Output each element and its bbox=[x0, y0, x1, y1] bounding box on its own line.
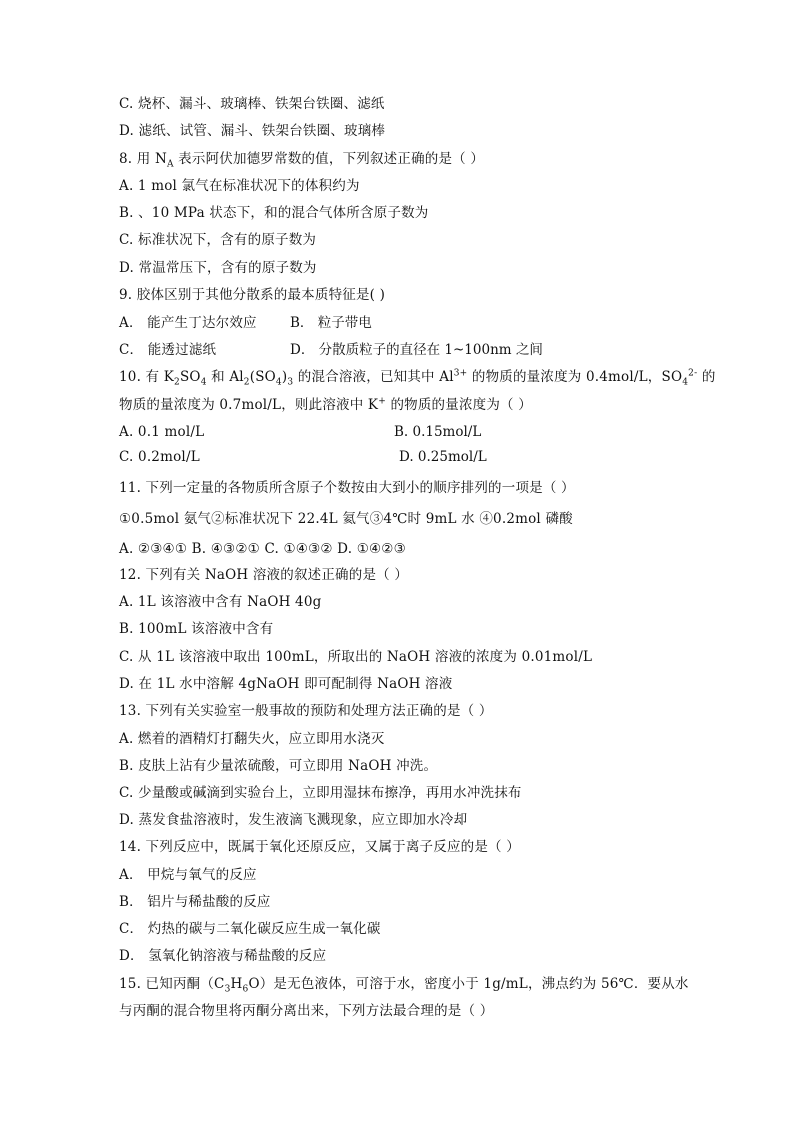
q15-stem-line1: 15. 已知丙酮$(C_3H_6O)$是无色液体，可溶于水，密度小于 1g/mL，沸点约为 56℃．要从水 bbox=[119, 976, 689, 995]
q8-option-c: C. 标准状况下，含有的原子数为 bbox=[119, 232, 317, 248]
q14-option-b: B． 铝片与稀盐酸的反应 bbox=[119, 894, 271, 910]
q9-stem: 9. 胶体区别于其他分散系的最本质特征是( ) bbox=[119, 287, 386, 303]
q10-stem-line2: 物质的量浓度为 0.7mol/L，则此溶液中 K+ 的物质的量浓度为（ ） bbox=[119, 396, 532, 413]
q12-option-a: A. 1L 该溶液中含有 NaOH 40g bbox=[119, 594, 322, 610]
q12-option-c: C. 从 1L 该溶液中取出 100mL，所取出的 NaOH 溶液的浓度为 0.01mol/L bbox=[119, 649, 593, 665]
q8-stem: 8. 用 $N_A$ 表示阿伏加德罗常数的值，下列叙述正确的是（ ） bbox=[119, 151, 485, 170]
q12-stem: 12. 下列有关 NaOH 溶液的叙述正确的是（ ） bbox=[119, 567, 409, 583]
q7-option-c: C. 烧杯、漏斗、玻璃棒、铁架台铁圈、滤纸 bbox=[119, 96, 385, 112]
q14-option-d: D． 氢氧化钠溶液与稀盐酸的反应 bbox=[119, 948, 327, 964]
q13-stem: 13. 下列有关实验室一般事故的预防和处理方法正确的是（ ） bbox=[119, 703, 493, 719]
q9-option-d: D． 分散质粒子的直径在 1~100nm 之间 bbox=[290, 342, 543, 358]
q11-stem: 11. 下列一定量的各物质所含原子个数按由大到小的顺序排列的一项是（ ） bbox=[119, 480, 575, 496]
q14-stem: 14. 下列反应中，既属于氧化还原反应，又属于离子反应的是（ ） bbox=[119, 839, 520, 855]
q10-option-a: A. 0.1 mol/L bbox=[119, 424, 205, 440]
q8-option-d: D. 常温常压下，含有的原子数为 bbox=[119, 260, 317, 276]
q15-stem-line2: 与丙酮的混合物里将丙酮分离出来，下列方法最合理的是（ ） bbox=[119, 1003, 494, 1019]
q14-option-a: A． 甲烷与氧气的反应 bbox=[119, 867, 257, 883]
q13-option-c: C. 少量酸或碱滴到实验台上，立即用湿抹布擦净，再用水冲洗抹布 bbox=[119, 785, 522, 801]
q7-option-d: D. 滤纸、试管、漏斗、铁架台铁圈、玻璃棒 bbox=[119, 123, 386, 139]
q13-option-a: A. 燃着的酒精灯打翻失火，应立即用水浇灭 bbox=[119, 731, 385, 747]
q11-options: A. ②③④① B. ④③②① C. ①④③② D. ①④②③ bbox=[119, 541, 406, 557]
q9-option-a: A． 能产生丁达尔效应 bbox=[119, 315, 257, 331]
q12-option-d: D. 在 1L 水中溶解 4gNaOH 即可配制得 NaOH 溶液 bbox=[119, 676, 453, 692]
q8-option-b: B. 、10 MPa 状态下，和的混合气体所含原子数为 bbox=[119, 205, 429, 221]
q13-option-d: D. 蒸发食盐溶液时，发生液滴飞溅现象，应立即加水冷却 bbox=[119, 812, 468, 828]
q10-option-c: C. 0.2mol/L bbox=[119, 449, 200, 465]
q13-option-b: B. 皮肤上沾有少量浓硫酸，可立即用 NaOH 冲洗。 bbox=[119, 758, 438, 774]
q12-option-b: B. 100mL 该溶液中含有 bbox=[119, 621, 274, 637]
q10-stem-line1: 10. 有 $K_2SO_4$ 和 $Al_2(SO_4)_3$ 的混合溶液，已知其中 $Al^{3+}$ 的物质的量浓度为 0.4mol/L，$SO_4^{2-}$ 的 bbox=[119, 368, 716, 388]
q10-option-b: B. 0.15mol/L bbox=[394, 424, 482, 440]
q9-option-c: C． 能透过滤纸 bbox=[119, 342, 217, 358]
q9-option-b: B． 粒子带电 bbox=[290, 315, 372, 331]
q11-items: ①0.5mol 氨气②标准状况下 22.4L 氦气③4℃时 9mL 水 ④0.2mol 磷酸 bbox=[119, 511, 573, 527]
q10-option-d: D. 0.25mol/L bbox=[399, 449, 487, 465]
q14-option-c: C． 灼热的碳与二氧化碳反应生成一氧化碳 bbox=[119, 921, 381, 937]
q8-option-a: A. 1 mol 氯气在标准状况下的体积约为 bbox=[119, 178, 360, 194]
